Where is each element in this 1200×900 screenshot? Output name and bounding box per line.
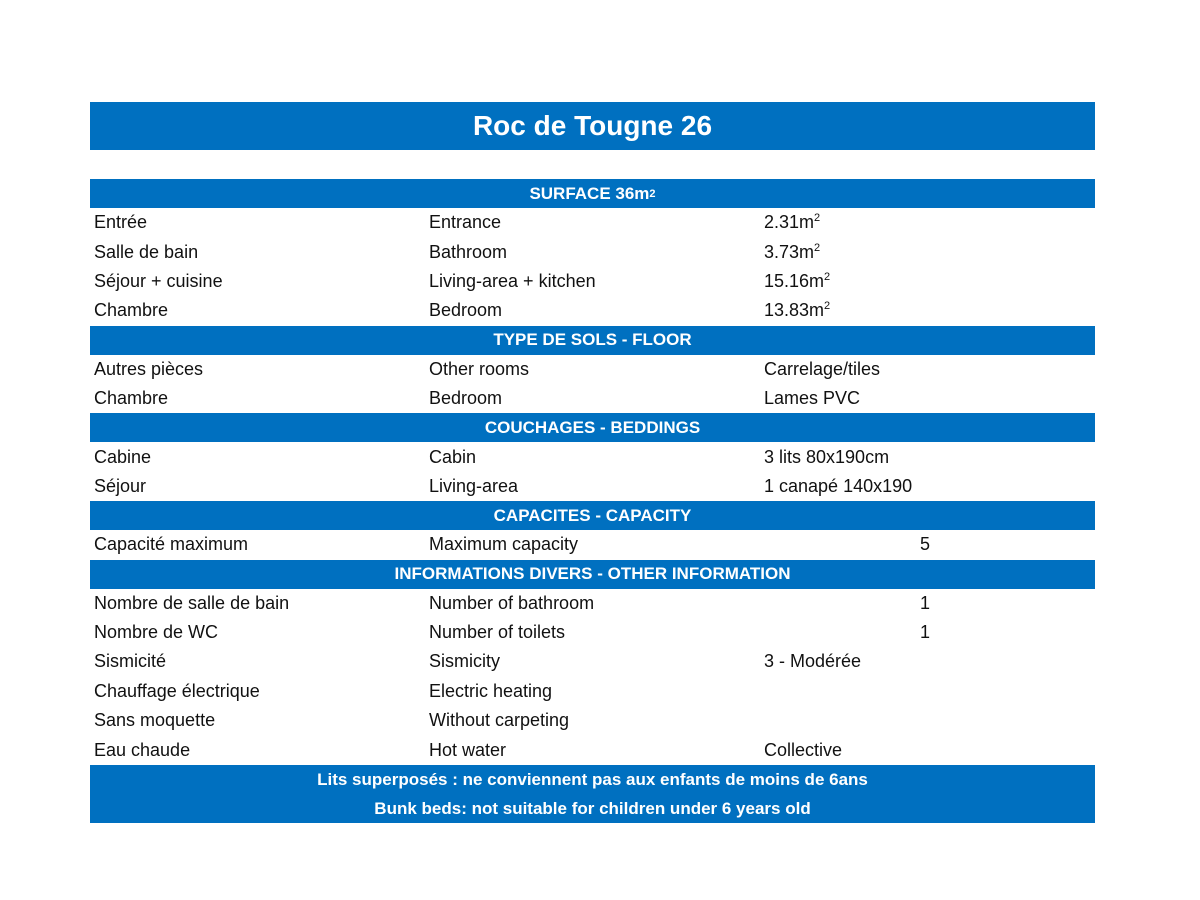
table-row	[90, 530, 1095, 559]
table-row	[90, 735, 1095, 764]
row-label-fr: Chambre	[94, 300, 169, 321]
area-unit-sup: 2	[824, 270, 831, 283]
row-label-fr: Sismicité	[94, 651, 167, 672]
area-unit-sup: 2	[824, 300, 831, 313]
table-row	[90, 589, 1095, 618]
surface-header-text: SURFACE 36m	[529, 183, 650, 203]
row-label-en: Hot water	[429, 739, 507, 760]
row-value	[760, 212, 1095, 233]
row-label-fr: Entrée	[94, 212, 148, 233]
row-label-en: Entrance	[429, 212, 502, 233]
table-row	[90, 355, 1095, 384]
table-row	[90, 384, 1095, 413]
row-label-en: Bedroom	[429, 300, 503, 321]
spacer	[90, 150, 1095, 179]
row-label-fr: Chambre	[94, 388, 169, 409]
row-label-en: Cabin	[429, 446, 477, 467]
table-row	[90, 618, 1095, 647]
row-label-fr: Séjour	[94, 475, 147, 496]
section-header-floor: TYPE DE SOLS - FLOOR	[90, 326, 1095, 355]
footer-line-fr: Lits superposés : ne conviennent pas aux enfants de moins de 6ans	[317, 769, 868, 789]
area-value: 2.31m	[764, 212, 815, 233]
table-row	[90, 267, 1095, 296]
row-label-fr: Nombre de WC	[94, 622, 219, 643]
row-label-en: Living-area	[429, 475, 519, 496]
area-value: 15.16m	[764, 270, 825, 291]
row-value: Collective	[764, 739, 843, 760]
row-value	[760, 242, 1095, 263]
row-value: 3 lits 80x190cm	[764, 446, 890, 467]
row-label-en: Without carpeting	[429, 710, 570, 731]
row-value	[760, 271, 1095, 292]
row-label-en: Living-area + kitchen	[429, 270, 596, 291]
table-row	[90, 706, 1095, 735]
table-row	[90, 296, 1095, 325]
row-label-fr: Séjour + cuisine	[94, 270, 223, 291]
row-label-fr: Nombre de salle de bain	[94, 592, 290, 613]
row-label-fr: Sans moquette	[94, 710, 216, 731]
row-label-fr: Salle de bain	[94, 241, 199, 262]
row-value: 1 canapé 140x190	[764, 475, 913, 496]
row-label-en: Bedroom	[429, 388, 503, 409]
row-label-en: Number of toilets	[429, 622, 566, 643]
page-title: Roc de Tougne 26	[90, 102, 1095, 150]
row-value: Lames PVC	[764, 388, 861, 409]
row-label-en: Number of bathroom	[429, 592, 595, 613]
row-label-fr: Capacité maximum	[94, 534, 249, 555]
footer-notice	[90, 765, 1095, 823]
section-header-capacity: CAPACITES - CAPACITY	[90, 501, 1095, 530]
area-value: 13.83m	[764, 300, 825, 321]
row-label-en: Sismicity	[429, 651, 500, 672]
row-label-fr: Cabine	[94, 446, 152, 467]
row-label-fr: Eau chaude	[94, 739, 191, 760]
area-unit-sup: 2	[814, 212, 821, 225]
row-value: 1	[920, 622, 931, 643]
row-label-en: Maximum capacity	[429, 534, 579, 555]
row-label-fr: Autres pièces	[94, 358, 204, 379]
area-value: 3.73m	[764, 241, 815, 262]
table-row	[90, 237, 1095, 266]
row-value: 5	[920, 534, 931, 555]
row-value: Carrelage/tiles	[764, 358, 881, 379]
property-sheet	[90, 102, 1095, 823]
table-row	[90, 442, 1095, 471]
section-header-other: INFORMATIONS DIVERS - OTHER INFORMATION	[90, 560, 1095, 589]
row-value: 3 - Modérée	[764, 651, 862, 672]
row-label-en: Other rooms	[429, 358, 530, 379]
row-value: 1	[920, 592, 931, 613]
table-row	[90, 647, 1095, 676]
row-label-en: Bathroom	[429, 241, 508, 262]
row-label-en: Electric heating	[429, 680, 553, 701]
table-row	[90, 677, 1095, 706]
row-label-fr: Chauffage électrique	[94, 680, 260, 701]
table-row	[90, 472, 1095, 501]
area-unit-sup: 2	[814, 241, 821, 254]
table-row	[90, 208, 1095, 237]
section-header-surface: SURFACE 36m 2	[90, 179, 1095, 208]
footer-line-en: Bunk beds: not suitable for children under 6 years old	[374, 798, 811, 818]
row-value	[760, 300, 1095, 321]
section-header-beddings: COUCHAGES - BEDDINGS	[90, 413, 1095, 442]
